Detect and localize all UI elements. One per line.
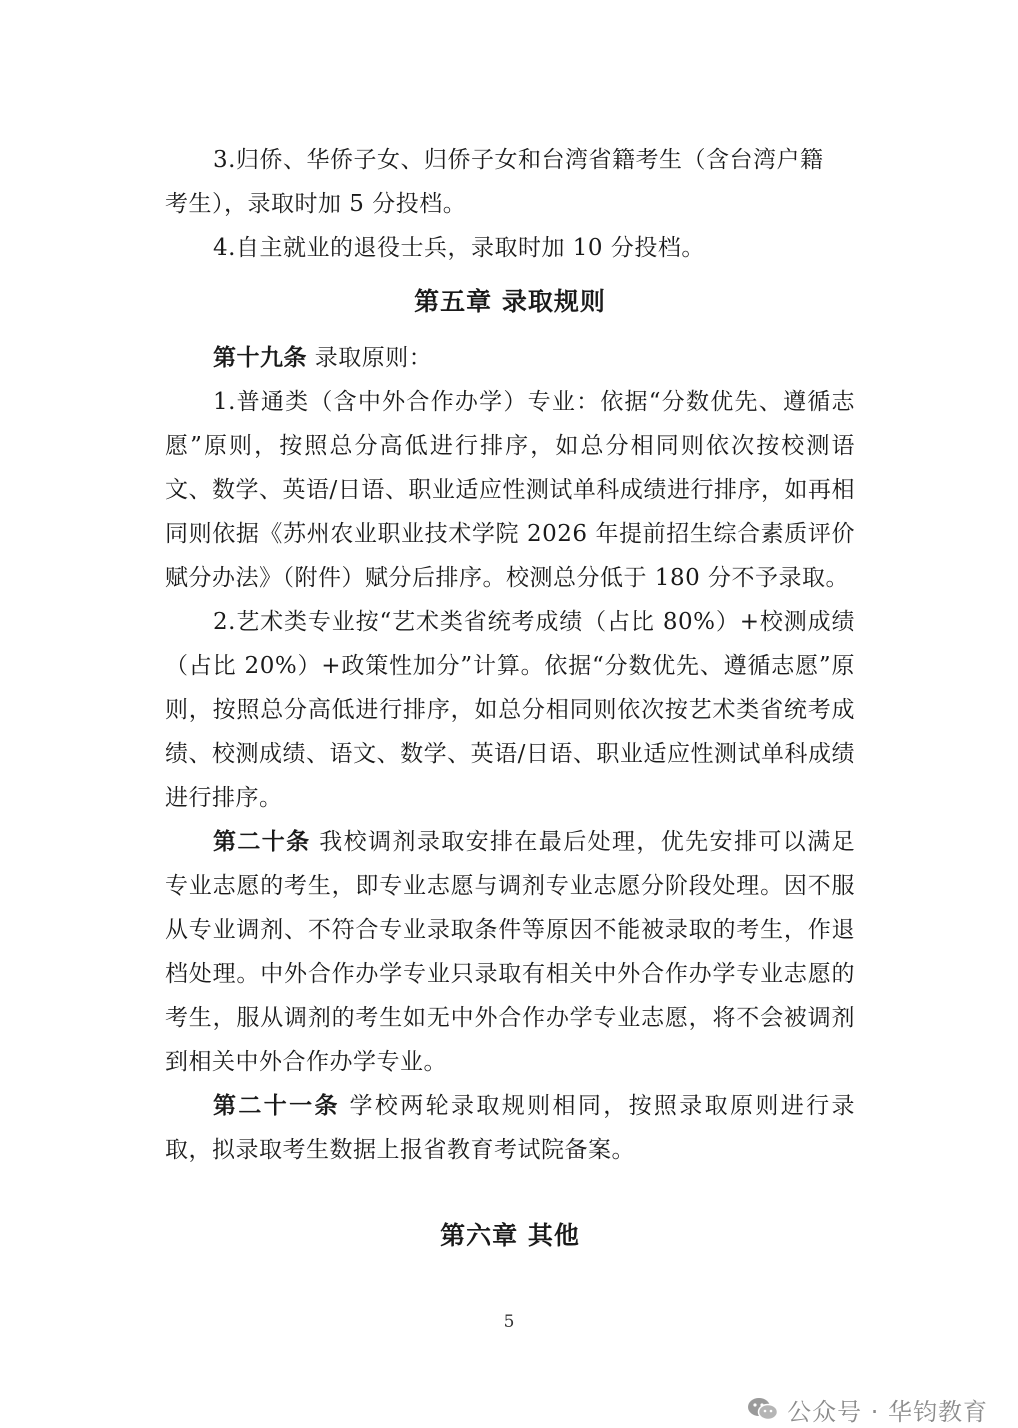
chapter-5-body [165,336,855,1172]
item-4: 4.自主就业的退役士兵，录取时加 10 分投档。 [213,235,705,261]
article-19-item-2: 2.艺术类专业按“艺术类省统考成绩（占比 80%）+校测成绩（占比 20%）+政策性加分”计算。依据“分数优先、遵循志愿”原则，按照总分高低进行排序，如总分相同则依次按艺术类省统考成绩、校测成绩、语文、数学、英语/日语、职业适应性测试单科成绩进行排序。 [165,609,855,811]
watermark [747,1394,988,1424]
article-20 [165,820,855,1084]
article-19-number: 第十九条 [213,345,307,371]
article-19-item-1: 1.普通类（含中外合作办学）专业：依据“分数优先、遵循志愿”原则，按照总分高低进行排序，如总分相同则依次按校测语文、数学、英语/日语、职业适应性测试单科成绩进行排序，如再相同则依据《苏州农业职业技术学院 2026 年提前招生综合素质评价赋分办法》（附件）赋分后排序。校测总分低于 180 分不予录取。 [165,389,855,591]
chapter-5-title: 第五章 录取规则 [414,287,606,316]
article-21-text: 学校两轮录取规则相同，按照录取原则进行录取，拟录取考生数据上报省教育考试院备案。 [165,1093,856,1163]
article-20-number: 第二十条 [213,829,311,855]
article-21-number: 第二十一条 [213,1093,340,1119]
article-20-text: 我校调剂录取安排在最后处理，优先安排可以满足专业志愿的考生，即专业志愿与调剂专业志愿分阶段处理。因不服从专业调剂、不符合专业录取条件等原因不能被录取的考生，作退档处理。中外合作办学专业只录取有相关中外合作办学专业志愿的考生，服从调剂的考生如无中外合作办学专业志愿，将不会被调剂到相关中外合作办学专业。 [165,829,856,1075]
page-number: 5 [503,1312,515,1332]
item-3-line-1: 3.归侨、华侨子女、归侨子女和台湾省籍考生（含台湾户籍 [213,147,824,173]
bonus-items [165,138,855,270]
article-19-header [165,336,855,380]
article-19-lead: 录取原则： [307,345,433,371]
chapter-6-title: 第六章 其他 [440,1221,580,1250]
article-21 [165,1084,855,1172]
watermark-text: 公众号 · 华钧教育 [787,1397,988,1426]
item-3-line-2: 考生），录取时加 5 分投档。 [165,191,467,217]
wechat-icon [747,1396,779,1422]
